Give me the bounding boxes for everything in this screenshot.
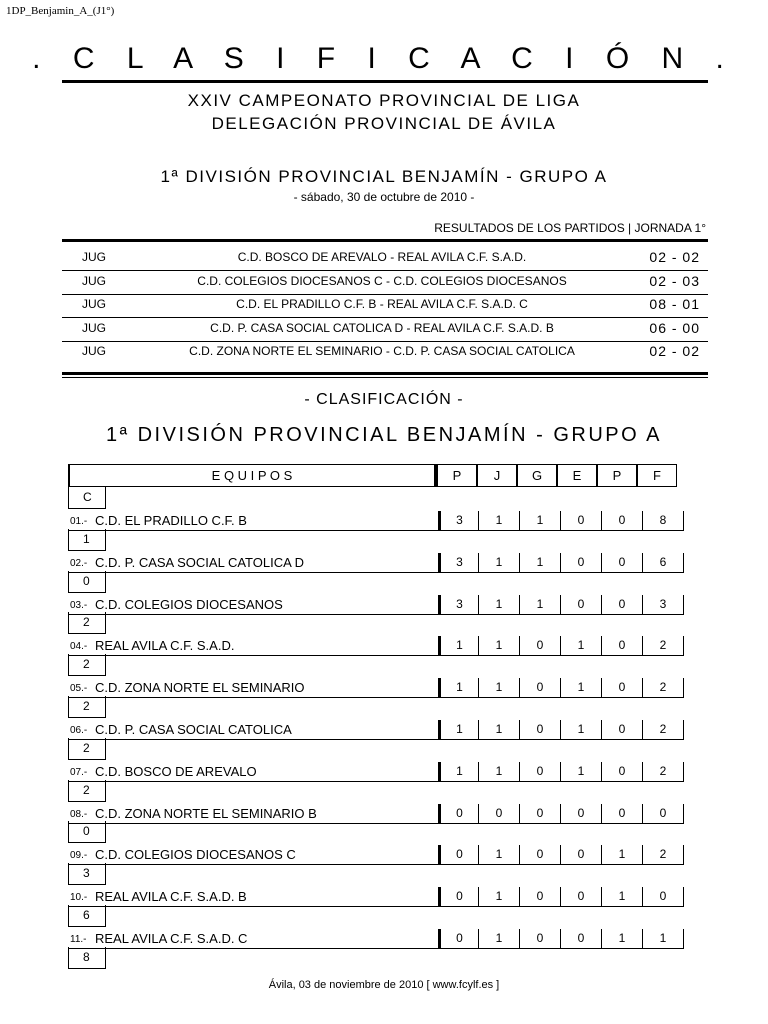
- row-underline: [68, 739, 438, 740]
- results-bottom-divider: [62, 372, 708, 375]
- results-header: RESULTADOS DE LOS PARTIDOS | JORNADA 1°: [434, 221, 706, 235]
- note-box: 8: [68, 947, 106, 969]
- stat-cell: 0: [520, 636, 561, 656]
- stat-cell: 8: [643, 511, 684, 531]
- standings-row: [68, 511, 684, 531]
- stat-cell: 1: [520, 511, 561, 531]
- row-underline: [68, 655, 438, 656]
- stat-cell: 0: [438, 845, 479, 865]
- match-score: 02 - 03: [649, 272, 700, 289]
- stat-cell: 2: [643, 636, 684, 656]
- row-underline: [68, 572, 438, 573]
- match-status: JUG: [82, 297, 106, 311]
- main-title: . C L A S I F I C A C I Ó N .: [32, 42, 736, 75]
- stat-cell: 0: [520, 804, 561, 824]
- stat-cell: 1: [479, 845, 520, 865]
- stat-cell: 3: [438, 595, 479, 615]
- stat-cell: 1: [602, 929, 643, 949]
- standings-row: [68, 845, 684, 865]
- stat-cell: 1: [602, 845, 643, 865]
- team-position: 08.-: [70, 808, 88, 820]
- match-score: 08 - 01: [649, 296, 700, 312]
- standings-row: [68, 678, 684, 698]
- classification-division-title: 1ª DIVISIÓN PROVINCIAL BENJAMÍN - GRUPO A: [106, 424, 662, 446]
- stat-cell: 0: [602, 595, 643, 615]
- stat-cell: 0: [520, 929, 561, 949]
- column-header: G: [517, 464, 557, 487]
- stat-cell: 0: [520, 845, 561, 865]
- match-teams: C.D. COLEGIOS DIOCESANOS C - C.D. COLEGIOS DIOCESANOS: [197, 273, 567, 288]
- stat-cell: 1: [479, 553, 520, 573]
- note-box: 2: [68, 696, 106, 718]
- team-position: 10.-: [70, 892, 88, 904]
- row-underline: [68, 906, 438, 907]
- stat-cell: 3: [438, 553, 479, 573]
- stat-cell: 6: [643, 553, 684, 573]
- column-header: P: [597, 464, 637, 487]
- match-row: [62, 342, 708, 365]
- stat-cell: 0: [602, 720, 643, 740]
- row-underline: [68, 781, 438, 782]
- stat-cell: 1: [520, 553, 561, 573]
- standings-row: [68, 553, 684, 573]
- match-score: 02 - 02: [649, 343, 700, 359]
- match-date: - sábado, 30 de octubre de 2010 -: [293, 190, 475, 204]
- stat-cell: 0: [561, 845, 602, 865]
- column-header: F: [637, 464, 677, 487]
- footer: Ávila, 03 de noviembre de 2010 [ www.fcylf.es ]: [268, 979, 500, 991]
- note-box: 3: [68, 863, 106, 885]
- row-underline: [68, 948, 438, 949]
- standings-row: [68, 636, 684, 656]
- standings-row: [68, 929, 684, 949]
- note-box: 6: [68, 905, 106, 927]
- stat-cell: 1: [602, 887, 643, 907]
- column-header: E: [557, 464, 597, 487]
- stat-cell: 0: [438, 804, 479, 824]
- standings-row: [68, 595, 684, 615]
- team-position: 04.-: [70, 641, 88, 653]
- stat-cell: 0: [479, 804, 520, 824]
- stat-cell: 0: [520, 887, 561, 907]
- team-name: REAL AVILA C.F. S.A.D.: [95, 638, 235, 654]
- stat-cell: 3: [643, 595, 684, 615]
- stat-cell: 0: [643, 887, 684, 907]
- note-box: C: [68, 487, 106, 509]
- stat-cell: 0: [602, 636, 643, 656]
- stat-cell: 1: [561, 636, 602, 656]
- note-box: 2: [68, 780, 106, 802]
- team-name: C.D. P. CASA SOCIAL CATOLICA D: [95, 554, 305, 570]
- standings-row: [68, 762, 684, 782]
- team-name: C.D. COLEGIOS DIOCESANOS C: [95, 847, 296, 863]
- match-row: [62, 295, 708, 318]
- row-underline: [68, 697, 438, 698]
- stat-cell: 1: [438, 762, 479, 782]
- stat-cell: 1: [438, 678, 479, 698]
- stat-cell: 0: [561, 511, 602, 531]
- note-box: 2: [68, 654, 106, 676]
- standings-row: [68, 887, 684, 907]
- team-position: 06.-: [70, 725, 88, 736]
- match-score: 06 - 00: [649, 319, 700, 336]
- stat-cell: 2: [643, 762, 684, 782]
- stat-cell: 0: [520, 762, 561, 782]
- match-teams: C.D. BOSCO DE AREVALO - REAL AVILA C.F. S.A.D.: [237, 250, 527, 264]
- row-underline: [68, 614, 438, 615]
- note-box: 0: [68, 571, 106, 593]
- stat-cell: 1: [438, 720, 479, 740]
- results-bottom-divider-thin: [62, 377, 708, 378]
- stat-cell: 1: [479, 511, 520, 531]
- team-position: 05.-: [70, 683, 88, 695]
- stat-cell: 0: [561, 929, 602, 949]
- stat-cell: 1: [438, 636, 479, 656]
- note-box: 1: [68, 529, 106, 551]
- stat-cell: 2: [643, 720, 684, 740]
- row-underline: [68, 823, 438, 824]
- team-name: C.D. ZONA NORTE EL SEMINARIO: [95, 680, 305, 696]
- stat-cell: 0: [602, 762, 643, 782]
- column-header: P: [437, 464, 477, 487]
- stat-cell: 3: [438, 511, 479, 531]
- stat-cell: 1: [479, 720, 520, 740]
- note-box: 2: [68, 738, 106, 760]
- delegation-title: DELEGACIÓN PROVINCIAL DE ÁVILA: [211, 114, 557, 133]
- stat-cell: 0: [602, 804, 643, 824]
- stat-cell: 0: [602, 511, 643, 531]
- match-row: [62, 248, 708, 271]
- document-label: 1DP_Benjamin_A_(J1°): [6, 5, 115, 17]
- match-teams: C.D. P. CASA SOCIAL CATOLICA D - REAL AVILA C.F. S.A.D. B: [210, 320, 554, 335]
- stat-cell: 0: [561, 887, 602, 907]
- match-status: JUG: [82, 320, 106, 335]
- match-teams: C.D. EL PRADILLO C.F. B - REAL AVILA C.F. S.A.D. C: [236, 297, 528, 311]
- team-name: C.D. P. CASA SOCIAL CATOLICA: [95, 722, 292, 737]
- team-position: 01.-: [70, 516, 88, 527]
- stat-cell: 0: [561, 553, 602, 573]
- match-status: JUG: [82, 250, 106, 264]
- column-header: J: [477, 464, 517, 487]
- stat-cell: 1: [479, 636, 520, 656]
- stat-cell: 1: [479, 678, 520, 698]
- stat-cell: 0: [643, 804, 684, 824]
- match-teams: C.D. ZONA NORTE EL SEMINARIO - C.D. P. CASA SOCIAL CATOLICA: [189, 344, 575, 358]
- note-box: 0: [68, 821, 106, 843]
- match-row: [62, 272, 708, 295]
- stat-cell: 1: [479, 929, 520, 949]
- stat-cell: 0: [438, 929, 479, 949]
- stat-cell: 1: [479, 595, 520, 615]
- division-title: 1ª DIVISIÓN PROVINCIAL BENJAMÍN - GRUPO A: [160, 167, 608, 186]
- team-name: REAL AVILA C.F. S.A.D. C: [95, 931, 248, 946]
- team-position: 07.-: [70, 766, 88, 778]
- match-status: JUG: [82, 273, 106, 288]
- match-score: 02 - 02: [649, 249, 700, 265]
- stat-cell: 0: [602, 678, 643, 698]
- stat-cell: 0: [438, 887, 479, 907]
- stat-cell: 2: [643, 845, 684, 865]
- team-position: 11.-: [70, 934, 87, 945]
- standings-row: [68, 720, 684, 740]
- stat-cell: 0: [561, 804, 602, 824]
- stat-cell: 2: [643, 678, 684, 698]
- stat-cell: 1: [561, 678, 602, 698]
- title-divider: [62, 80, 708, 83]
- match-status: JUG: [82, 344, 106, 358]
- row-underline: [68, 530, 438, 531]
- stat-cell: 0: [520, 678, 561, 698]
- stat-cell: 1: [561, 762, 602, 782]
- stat-cell: 0: [520, 720, 561, 740]
- team-name: C.D. ZONA NORTE EL SEMINARIO B: [95, 805, 317, 821]
- team-position: 09.-: [70, 850, 88, 862]
- team-name: REAL AVILA C.F. S.A.D. B: [95, 889, 247, 905]
- championship-title: XXIV CAMPEONATO PROVINCIAL DE LIGA: [187, 91, 581, 110]
- team-position: 02.-: [70, 557, 88, 569]
- stat-cell: 1: [479, 762, 520, 782]
- row-underline: [68, 864, 438, 865]
- column-header-teams: E Q U I P O S: [68, 464, 437, 487]
- results-top-divider: [62, 239, 708, 242]
- standings-row: [68, 804, 684, 824]
- stat-cell: 1: [520, 595, 561, 615]
- stat-cell: 0: [561, 595, 602, 615]
- stat-cell: 1: [479, 887, 520, 907]
- team-name: C.D. EL PRADILLO C.F. B: [95, 513, 247, 528]
- classification-heading: - CLASIFICACIÓN -: [304, 391, 464, 408]
- team-name: C.D. COLEGIOS DIOCESANOS: [95, 596, 283, 612]
- stat-cell: 0: [602, 553, 643, 573]
- note-box: 2: [68, 612, 106, 634]
- match-row: [62, 319, 708, 342]
- team-position: 03.-: [70, 599, 88, 611]
- stat-cell: 1: [643, 929, 684, 949]
- stat-cell: 1: [561, 720, 602, 740]
- team-name: C.D. BOSCO DE AREVALO: [95, 763, 257, 779]
